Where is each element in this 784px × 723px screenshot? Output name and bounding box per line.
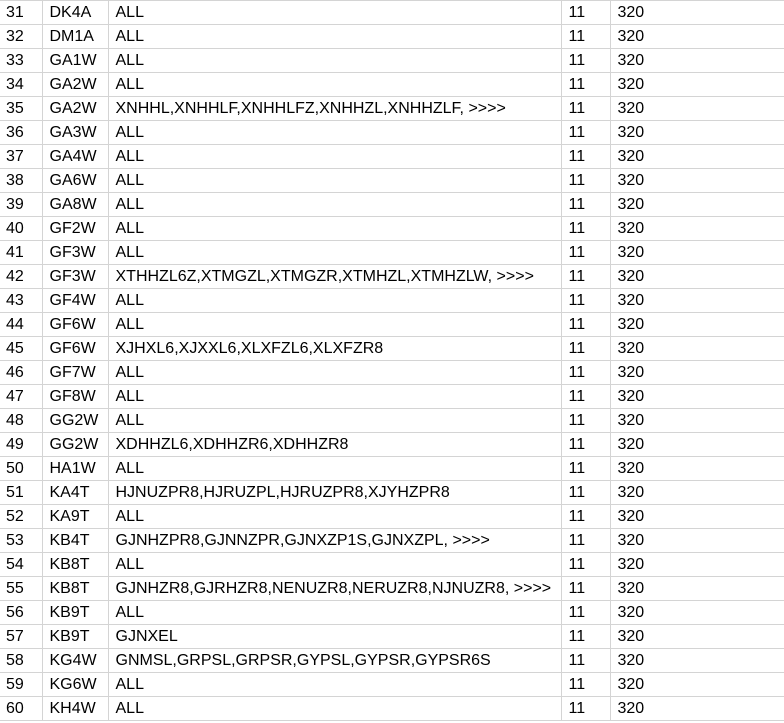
quantity-cell[interactable]: 11 [561, 313, 610, 337]
value-cell[interactable]: 320 [610, 97, 784, 121]
row-number-cell[interactable]: 37 [0, 145, 42, 169]
table-row [0, 73, 784, 97]
row-number-cell[interactable]: 49 [0, 433, 42, 457]
row-number-cell[interactable]: 34 [0, 73, 42, 97]
row-number-cell[interactable]: 39 [0, 193, 42, 217]
description-cell[interactable]: XTHHZL6Z,XTMGZL,XTMGZR,XTMHZL,XTMHZLW, >>>> [108, 265, 561, 289]
code-cell[interactable]: GA8W [42, 193, 108, 217]
value-cell[interactable]: 320 [610, 385, 784, 409]
quantity-cell[interactable]: 11 [561, 265, 610, 289]
value-cell[interactable]: 320 [610, 505, 784, 529]
table-row [0, 121, 784, 145]
table-row [0, 409, 784, 433]
description-cell[interactable]: XDHHZL6,XDHHZR6,XDHHZR8 [108, 433, 561, 457]
table-row [0, 385, 784, 409]
table-row [0, 601, 784, 625]
table-row [0, 361, 784, 385]
quantity-cell[interactable]: 11 [561, 145, 610, 169]
quantity-cell[interactable]: 11 [561, 481, 610, 505]
value-cell[interactable]: 320 [610, 577, 784, 601]
table-row [0, 1, 784, 25]
value-cell[interactable]: 320 [610, 169, 784, 193]
row-number-cell[interactable]: 46 [0, 361, 42, 385]
description-cell[interactable]: ALL [108, 505, 561, 529]
description-cell[interactable]: ALL [108, 385, 561, 409]
quantity-cell[interactable]: 11 [561, 649, 610, 673]
value-cell[interactable]: 320 [610, 121, 784, 145]
value-cell[interactable]: 320 [610, 1, 784, 25]
value-cell[interactable]: 320 [610, 481, 784, 505]
table-row [0, 577, 784, 601]
quantity-cell[interactable]: 11 [561, 289, 610, 313]
quantity-cell[interactable]: 11 [561, 553, 610, 577]
row-number-cell[interactable]: 60 [0, 697, 42, 721]
code-cell[interactable]: GG2W [42, 409, 108, 433]
description-cell[interactable]: ALL [108, 313, 561, 337]
value-cell[interactable]: 320 [610, 361, 784, 385]
code-cell[interactable]: GF3W [42, 241, 108, 265]
table-row [0, 265, 784, 289]
description-cell[interactable]: GJNXEL [108, 625, 561, 649]
quantity-cell[interactable]: 11 [561, 529, 610, 553]
table-row [0, 241, 784, 265]
value-cell[interactable]: 320 [610, 265, 784, 289]
description-cell[interactable]: ALL [108, 121, 561, 145]
description-cell[interactable]: ALL [108, 241, 561, 265]
table-row [0, 481, 784, 505]
quantity-cell[interactable]: 11 [561, 25, 610, 49]
quantity-cell[interactable]: 11 [561, 73, 610, 97]
table-row [0, 673, 784, 697]
quantity-cell[interactable]: 11 [561, 577, 610, 601]
description-cell[interactable]: HJNUZPR8,HJRUZPL,HJRUZPR8,XJYHZPR8 [108, 481, 561, 505]
description-cell[interactable]: XJHXL6,XJXXL6,XLXFZL6,XLXFZR8 [108, 337, 561, 361]
quantity-cell[interactable]: 11 [561, 49, 610, 73]
quantity-cell[interactable]: 11 [561, 1, 610, 25]
code-cell[interactable]: KG6W [42, 673, 108, 697]
row-number-cell[interactable]: 31 [0, 1, 42, 25]
row-number-cell[interactable]: 52 [0, 505, 42, 529]
row-number-cell[interactable]: 59 [0, 673, 42, 697]
value-cell[interactable]: 320 [610, 73, 784, 97]
value-cell[interactable]: 320 [610, 601, 784, 625]
code-cell[interactable]: KB9T [42, 601, 108, 625]
quantity-cell[interactable]: 11 [561, 601, 610, 625]
code-cell[interactable]: GA2W [42, 73, 108, 97]
code-cell[interactable]: GF2W [42, 217, 108, 241]
row-number-cell[interactable]: 32 [0, 25, 42, 49]
table-row [0, 697, 784, 721]
row-number-cell[interactable]: 40 [0, 217, 42, 241]
row-number-cell[interactable]: 48 [0, 409, 42, 433]
quantity-cell[interactable]: 11 [561, 697, 610, 721]
code-cell[interactable]: KA4T [42, 481, 108, 505]
row-number-cell[interactable]: 55 [0, 577, 42, 601]
description-cell[interactable]: ALL [108, 169, 561, 193]
row-number-cell[interactable]: 35 [0, 97, 42, 121]
value-cell[interactable]: 320 [610, 457, 784, 481]
code-cell[interactable]: KB8T [42, 577, 108, 601]
description-cell[interactable]: ALL [108, 73, 561, 97]
table-row [0, 505, 784, 529]
table-row [0, 193, 784, 217]
code-cell[interactable]: GF8W [42, 385, 108, 409]
code-cell[interactable]: HA1W [42, 457, 108, 481]
value-cell[interactable]: 320 [610, 289, 784, 313]
row-number-cell[interactable]: 44 [0, 313, 42, 337]
description-cell[interactable]: ALL [108, 697, 561, 721]
quantity-cell[interactable]: 11 [561, 241, 610, 265]
row-number-cell[interactable]: 57 [0, 625, 42, 649]
description-cell[interactable]: ALL [108, 289, 561, 313]
table-row [0, 145, 784, 169]
value-cell[interactable]: 320 [610, 49, 784, 73]
quantity-cell[interactable]: 11 [561, 457, 610, 481]
description-cell[interactable]: XNHHL,XNHHLF,XNHHLFZ,XNHHZL,XNHHZLF, >>>> [108, 97, 561, 121]
description-cell[interactable]: ALL [108, 49, 561, 73]
table-row [0, 649, 784, 673]
value-cell[interactable]: 320 [610, 673, 784, 697]
quantity-cell[interactable]: 11 [561, 505, 610, 529]
code-cell[interactable]: GA6W [42, 169, 108, 193]
row-number-cell[interactable]: 58 [0, 649, 42, 673]
row-number-cell[interactable]: 41 [0, 241, 42, 265]
table-body [0, 1, 784, 721]
table-row [0, 169, 784, 193]
code-cell[interactable]: GF7W [42, 361, 108, 385]
value-cell[interactable]: 320 [610, 409, 784, 433]
value-cell[interactable]: 320 [610, 433, 784, 457]
row-number-cell[interactable]: 38 [0, 169, 42, 193]
table-row [0, 625, 784, 649]
description-cell[interactable]: ALL [108, 409, 561, 433]
row-number-cell[interactable]: 43 [0, 289, 42, 313]
row-number-cell[interactable]: 42 [0, 265, 42, 289]
code-cell[interactable]: KB8T [42, 553, 108, 577]
code-cell[interactable]: GA4W [42, 145, 108, 169]
code-cell[interactable]: KG4W [42, 649, 108, 673]
description-cell[interactable]: ALL [108, 145, 561, 169]
table-row [0, 97, 784, 121]
table-row [0, 457, 784, 481]
row-number-cell[interactable]: 50 [0, 457, 42, 481]
row-number-cell[interactable]: 56 [0, 601, 42, 625]
code-cell[interactable]: GA2W [42, 97, 108, 121]
quantity-cell[interactable]: 11 [561, 217, 610, 241]
row-number-cell[interactable]: 54 [0, 553, 42, 577]
value-cell[interactable]: 320 [610, 553, 784, 577]
quantity-cell[interactable]: 11 [561, 409, 610, 433]
value-cell[interactable]: 320 [610, 241, 784, 265]
value-cell[interactable]: 320 [610, 217, 784, 241]
description-cell[interactable]: ALL [108, 601, 561, 625]
row-number-cell[interactable]: 33 [0, 49, 42, 73]
table-row [0, 25, 784, 49]
description-cell[interactable]: ALL [108, 25, 561, 49]
description-cell[interactable]: ALL [108, 553, 561, 577]
value-cell[interactable]: 320 [610, 625, 784, 649]
code-cell[interactable]: GA1W [42, 49, 108, 73]
code-cell[interactable]: KH4W [42, 697, 108, 721]
code-cell[interactable]: GF6W [42, 313, 108, 337]
table-row [0, 313, 784, 337]
table-row [0, 217, 784, 241]
table-row [0, 289, 784, 313]
description-cell[interactable]: GJNHZPR8,GJNNZPR,GJNXZP1S,GJNXZPL, >>>> [108, 529, 561, 553]
code-cell[interactable]: KA9T [42, 505, 108, 529]
code-cell[interactable]: KB4T [42, 529, 108, 553]
quantity-cell[interactable]: 11 [561, 673, 610, 697]
value-cell[interactable]: 320 [610, 529, 784, 553]
code-cell[interactable]: GG2W [42, 433, 108, 457]
code-cell[interactable]: GA3W [42, 121, 108, 145]
value-cell[interactable]: 320 [610, 313, 784, 337]
quantity-cell[interactable]: 11 [561, 385, 610, 409]
quantity-cell[interactable]: 11 [561, 169, 610, 193]
quantity-cell[interactable]: 11 [561, 193, 610, 217]
value-cell[interactable]: 320 [610, 337, 784, 361]
table-row [0, 49, 784, 73]
description-cell[interactable]: ALL [108, 217, 561, 241]
description-cell[interactable]: ALL [108, 673, 561, 697]
row-number-cell[interactable]: 45 [0, 337, 42, 361]
quantity-cell[interactable]: 11 [561, 337, 610, 361]
code-cell[interactable]: GF4W [42, 289, 108, 313]
description-cell[interactable]: ALL [108, 1, 561, 25]
code-cell[interactable]: KB9T [42, 625, 108, 649]
value-cell[interactable]: 320 [610, 145, 784, 169]
code-cell[interactable]: GF3W [42, 265, 108, 289]
value-cell[interactable]: 320 [610, 25, 784, 49]
code-cell[interactable]: DM1A [42, 25, 108, 49]
row-number-cell[interactable]: 36 [0, 121, 42, 145]
table-row [0, 553, 784, 577]
value-cell[interactable]: 320 [610, 193, 784, 217]
quantity-cell[interactable]: 11 [561, 433, 610, 457]
row-number-cell[interactable]: 51 [0, 481, 42, 505]
table-row [0, 337, 784, 361]
quantity-cell[interactable]: 11 [561, 625, 610, 649]
description-cell[interactable]: GJNHZR8,GJRHZR8,NENUZR8,NERUZR8,NJNUZR8, >>>> [108, 577, 561, 601]
description-cell[interactable]: ALL [108, 193, 561, 217]
description-cell[interactable]: ALL [108, 361, 561, 385]
value-cell[interactable]: 320 [610, 649, 784, 673]
description-cell[interactable]: GNMSL,GRPSL,GRPSR,GYPSL,GYPSR,GYPSR6S [108, 649, 561, 673]
description-cell[interactable]: ALL [108, 457, 561, 481]
quantity-cell[interactable]: 11 [561, 97, 610, 121]
row-number-cell[interactable]: 53 [0, 529, 42, 553]
quantity-cell[interactable]: 11 [561, 121, 610, 145]
table-row [0, 529, 784, 553]
code-cell[interactable]: DK4A [42, 1, 108, 25]
value-cell[interactable]: 320 [610, 697, 784, 721]
code-cell[interactable]: GF6W [42, 337, 108, 361]
quantity-cell[interactable]: 11 [561, 361, 610, 385]
row-number-cell[interactable]: 47 [0, 385, 42, 409]
table-row [0, 433, 784, 457]
